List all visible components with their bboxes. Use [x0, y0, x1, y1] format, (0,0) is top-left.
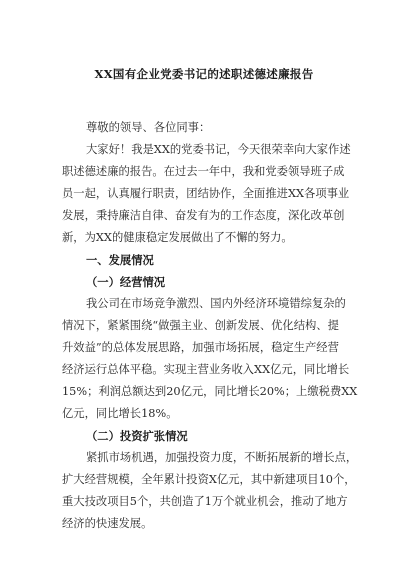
intro-line: 新，为XX的健康稳定发展做出了不懈的努力。 — [62, 231, 293, 244]
intro-line: 职述德述廉的报告。在过去一年中，我和党委领导班子成 — [62, 165, 345, 178]
subsection-heading-investment: （二）投资扩张情况 — [86, 429, 188, 443]
paragraph-line: 扩大经营规模，全年累计投资X亿元，其中新建项目10个， — [62, 473, 356, 486]
subsection-heading-operations: （一）经营情况 — [86, 275, 166, 289]
paragraph-line: 情况下，紧紧围绕“做强主业、创新发展、优化结构、提 — [62, 319, 339, 332]
document-title: XX国有企业党委书记的述职述德述廉报告 — [94, 67, 314, 81]
paragraph-line: 经济运行总体平稳。实现主营业务收入XX亿元，同比增长 — [62, 363, 350, 376]
paragraph-line: 经济的快速发展。 — [62, 517, 153, 530]
section-heading-development: 一、发展情况 — [86, 253, 154, 267]
paragraph-line: 15%；利润总额达到20亿元，同比增长20%；上缴税费XX — [62, 385, 358, 398]
paragraph-line: 升效益”的总体发展思路，加强市场拓展，稳定生产经营 — [62, 341, 339, 354]
document-body — [62, 117, 358, 535]
greeting: 尊敬的领导、各位同事： — [86, 121, 211, 134]
intro-line: 员一起，认真履行职责，团结协作，全面推进XX各项事业 — [62, 187, 350, 200]
paragraph-line: 重大技改项目5个，共创造了1万个就业机会，推动了地方 — [62, 495, 348, 508]
paragraph-line: 亿元，同比增长18%。 — [62, 407, 178, 420]
intro-line: 发展，秉持廉洁自律、奋发有为的工作态度，深化改革创 — [62, 209, 345, 222]
intro-line: 大家好！我是XX的党委书记，今天很荣幸向大家作述 — [86, 143, 351, 156]
paragraph-line: 我公司在市场竞争激烈、国内外经济环境错综复杂的 — [86, 297, 346, 310]
paragraph-line: 紧抓市场机遇，加强投资力度，不断拓展新的增长点， — [86, 451, 358, 464]
